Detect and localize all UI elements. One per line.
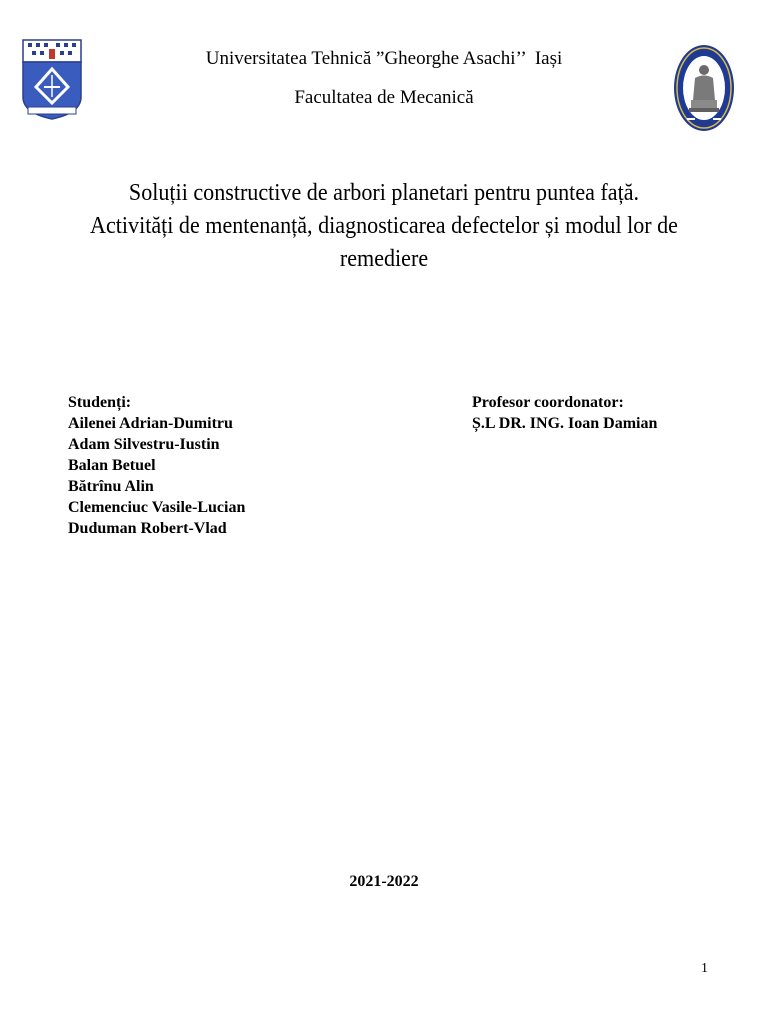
student-name: Clemenciuc Vasile-Lucian (68, 499, 246, 516)
students-block (68, 392, 368, 539)
tuiasi-shield-logo-icon (22, 39, 82, 121)
coordinator-block (472, 392, 752, 434)
student-name: Adam Silvestru-Iustin (68, 436, 220, 453)
university-name: Universitatea Tehnică ”Gheorghe Asachi’’ Iași (205, 48, 563, 69)
student-name: Balan Betuel (68, 457, 156, 474)
student-name: Duduman Robert-Vlad (68, 520, 227, 537)
university-seal-logo-icon (673, 44, 735, 132)
document-title (68, 177, 701, 276)
title-line: Activități de mentenanță, diagnosticarea defectelor și modul lor de (90, 213, 678, 239)
page-number: 1 (701, 961, 708, 976)
students-heading: Studenți: (68, 394, 132, 411)
student-name: Ailenei Adrian-Dumitru (68, 415, 233, 432)
title-line: remediere (339, 246, 429, 272)
coordinator-name: Ș.L DR. ING. Ioan Damian (472, 415, 658, 432)
title-line: Soluții constructive de arbori planetari pentru puntea față. (128, 180, 640, 206)
student-name: Bătrînu Alin (68, 478, 154, 495)
faculty-name: Facultatea de Mecanică (294, 87, 474, 108)
coordinator-heading: Profesor coordonator: (472, 394, 624, 411)
academic-year: 2021-2022 (349, 873, 419, 890)
